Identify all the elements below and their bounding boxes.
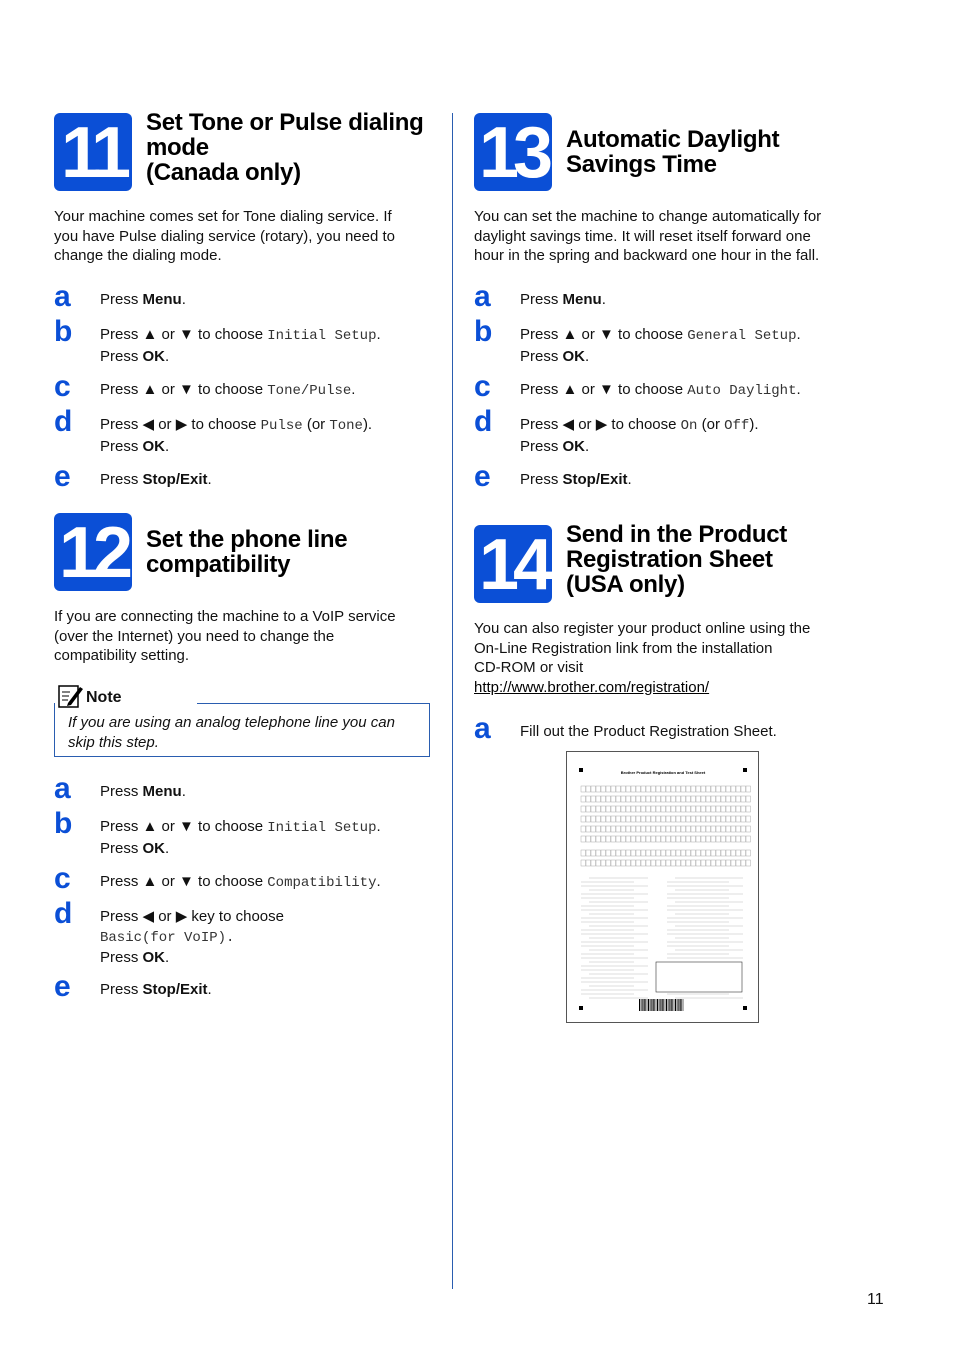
- page-number: 11: [867, 1291, 884, 1308]
- section-12: 12 Set the phone line compatibility If you are connecting the machine to a VoIP service (over the Internet) you need to change the compatibility setting. Note If you are using an analog telephone line you can skip this step. a Press Menu. b Press ▲ or ▼ to choose Initial Setup. Press OK. c Press ▲ or ▼ to choose Compatibility. d Press ◀ or ▶ key to choose Basic(for VoIP). Press OK. e Press Stop/Exit.: [54, 513, 430, 591]
- note-label: Note: [86, 689, 122, 706]
- column-divider: [452, 113, 453, 1289]
- sheet-title: Brother Product Registration and Test Sheet: [620, 770, 706, 775]
- section-title: Send in the Product Registration Sheet (USA only): [566, 521, 787, 598]
- section-title: Set the phone line compatibility: [146, 526, 348, 578]
- section-intro: You can also register your product online using the On-Line Registration link from the installation CD-ROM or visit http://www.brother.com/registration/: [474, 620, 811, 696]
- step-number-badge: 11: [54, 113, 132, 191]
- step-number-badge: 13: [474, 113, 552, 191]
- section-14: 14 Send in the Product Registration Sheet (USA only) You can also register your product online using the On-Line Registration link from the installation CD-ROM or visit http://www.brother.com/registration/ a Fill out the Product Registration Sheet.: [474, 525, 850, 603]
- section-intro: You can set the machine to change automatically for daylight savings time. It will reset itself forward one hour in the spring and backward one hour in the fall.: [474, 208, 822, 264]
- section-title: Set Tone or Pulse dialing mode (Canada only): [146, 109, 424, 186]
- step-number-badge: 12: [54, 513, 132, 591]
- section-intro: If you are connecting the machine to a VoIP service (over the Internet) you need to change the compatibility setting.: [54, 608, 396, 664]
- step-number-badge: 14: [474, 525, 552, 603]
- section-intro: Your machine comes set for Tone dialing service. If you have Pulse dialing service (rotary), you need to change the dialing mode.: [54, 208, 396, 264]
- section-title: Automatic Daylight Savings Time: [566, 126, 780, 178]
- registration-link[interactable]: http://www.brother.com/registration/: [474, 678, 710, 696]
- section-13: 13 Automatic Daylight Savings Time You can set the machine to change automatically for daylight savings time. It will reset itself forward one hour in the spring and backward one hour in the fall. a Press Menu. b Press ▲ or ▼ to choose General Setup. Press OK. c Press ▲ or ▼ to choose Auto Daylight. d Press ◀ or ▶ to choose On (or Off). Press OK. e Press Stop/Exit.: [474, 113, 850, 191]
- section-11: 11 Set Tone or Pulse dialing mode (Canada only) Your machine comes set for Tone dialing service. If you have Pulse dialing service (rotary), you need to change the dialing mode. a Press Menu. b Press ▲ or ▼ to choose Initial Setup. Press OK. c Press ▲ or ▼ to choose Tone/Pulse. d Press ◀ or ▶ to choose Pulse (or Tone). Press OK. e Press Stop/Exit.: [54, 113, 430, 191]
- registration-sheet-image: [566, 751, 759, 1023]
- note-text: If you are using an analog telephone line you can skip this step.: [68, 714, 395, 751]
